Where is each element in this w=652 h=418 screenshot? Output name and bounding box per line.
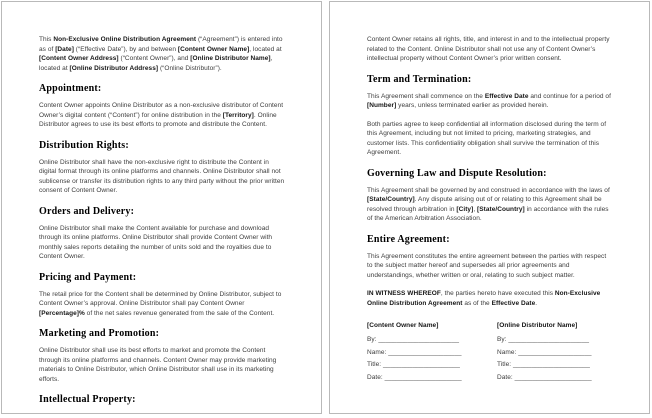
text-run: in accordance with the rules of the American Arbitration Association. bbox=[367, 205, 609, 222]
bold-text-run: [Number] bbox=[367, 102, 397, 109]
signature-column-online-distributor bbox=[497, 320, 613, 384]
signature-party-name: [Online Distributor Name] bbox=[497, 322, 578, 329]
bold-text-run: [Online Distributor Address] bbox=[69, 64, 159, 72]
intellectual-property-paragraph bbox=[367, 35, 613, 64]
text-run: This Agreement constitutes the entire agreement between the parties with respect to the subject matter hereof and supersedes all prior agreements and understandings, whether written or oral, relating to such subject matter. bbox=[367, 252, 607, 279]
section-heading-distribution-rights: Distribution Rights: bbox=[39, 139, 129, 151]
bold-text-run: [Online Distributor Name] bbox=[190, 55, 271, 62]
text-run: . Online Distributor agrees to use its best efforts to promote and distribute the Content. bbox=[39, 111, 277, 128]
page-1-content bbox=[2, 2, 321, 405]
signature-title-line: Title: _____________________ bbox=[367, 361, 460, 368]
text-run: Both parties agree to keep confidential all information disclosed during the term of this Agreement, including but not limited to pricing, marketing strategies, and customer lists. This confidentiality obligation shall survive the termination of this Agreement. bbox=[367, 120, 607, 156]
section-heading-marketing-and-promotion: Marketing and Promotion: bbox=[39, 328, 160, 339]
bold-text-run: [City] bbox=[456, 205, 474, 213]
bold-text-run: [Date] bbox=[55, 45, 74, 53]
document-page-2 bbox=[329, 1, 650, 414]
text-run: , bbox=[473, 205, 478, 213]
section-heading-pricing-and-payment: Pricing and Payment: bbox=[39, 271, 137, 283]
text-run: (“Content Owner”), and bbox=[118, 55, 191, 62]
section-heading-appointment: Appointment: bbox=[39, 83, 102, 94]
section-paragraph-orders-and-delivery bbox=[39, 224, 285, 262]
document-page-1 bbox=[1, 1, 322, 414]
bold-text-run: [Territory] bbox=[222, 111, 254, 119]
section-paragraph-entire-agreement bbox=[367, 252, 613, 281]
bold-text-run: IN WITNESS WHEREOF bbox=[367, 290, 441, 297]
signature-date-line: Date: _____________________ bbox=[497, 373, 592, 381]
text-run: This bbox=[39, 36, 54, 43]
text-run: of the net sales revenue generated from the sale of the Content. bbox=[84, 309, 275, 317]
section-paragraph-governing-law bbox=[367, 186, 613, 224]
text-run: (“Agreement”) is entered into as of bbox=[39, 36, 283, 53]
bold-text-run: [Content Owner Name] bbox=[177, 45, 250, 53]
witness-clause-paragraph bbox=[367, 289, 613, 308]
section-heading-term-and-termination: Term and Termination: bbox=[367, 73, 472, 85]
section-paragraph-marketing-and-promotion bbox=[39, 346, 285, 384]
text-run: This Agreement shall commence on the bbox=[367, 92, 485, 100]
section-paragraph-confidentiality bbox=[367, 120, 613, 158]
bold-text-run: Effective Date bbox=[484, 92, 529, 100]
signature-title-line: Title: _____________________ bbox=[497, 361, 590, 368]
text-run: Online Distributor shall have the non-exclusive right to distribute the Content in digital format through its online platforms and channels. Online Distributor shall not sublicense or transfer its distribution rights to any third party without the prior written consent of Content Owner. bbox=[39, 158, 285, 194]
section-heading-governing-law: Governing Law and Dispute Resolution: bbox=[367, 167, 547, 179]
text-run: , located at bbox=[249, 45, 282, 53]
text-run: . Any dispute arising out of or relating to this Agreement shall be resolved through arbitration in bbox=[367, 196, 602, 213]
text-run: The retail price for the Content shall be determined by Online Distributor, subject to Content Owner’s approval. Online Distributor shall pay Content Owner bbox=[39, 290, 282, 307]
signature-by-line: By: ______________________ bbox=[367, 336, 460, 343]
signature-name-line: Name: ____________________ bbox=[497, 348, 592, 356]
text-run: (“Effective Date”), by and between bbox=[73, 45, 178, 53]
text-run: Content Owner appoints Online Distributor as a non-exclusive distributor of Content Owner’s digital content (“Content”) for online distribution in the bbox=[39, 102, 284, 119]
section-paragraph-pricing-and-payment bbox=[39, 290, 285, 319]
bold-text-run: [Percentage]% bbox=[39, 309, 85, 317]
section-heading-orders-and-delivery: Orders and Delivery: bbox=[39, 205, 135, 217]
bold-text-run: [Content Owner Address] bbox=[39, 55, 119, 62]
bold-text-run: Effective Date bbox=[491, 299, 536, 307]
text-run: and continue for a period of bbox=[528, 92, 611, 100]
signature-party-name: [Content Owner Name] bbox=[367, 322, 439, 329]
intro-paragraph bbox=[39, 35, 285, 73]
section-paragraph-appointment bbox=[39, 101, 285, 130]
section-paragraph-distribution-rights bbox=[39, 158, 285, 196]
text-run: Content Owner retains all rights, title, and interest in and to the intellectual property related to the Content. Online Distributor shall not use any of Content Owner’s intellectual property without Content Owner’s prior written consent. bbox=[367, 36, 610, 62]
section-heading-entire-agreement: Entire Agreement: bbox=[367, 233, 450, 245]
text-run: . bbox=[535, 299, 538, 307]
signature-date-line: Date: _____________________ bbox=[367, 373, 462, 381]
text-run: , located at bbox=[39, 55, 273, 72]
section-paragraph-term bbox=[367, 92, 613, 111]
text-run: , the parties hereto have executed this bbox=[440, 290, 555, 297]
text-run: (“Online Distributor”). bbox=[158, 64, 222, 72]
bold-text-run: [State/Country] bbox=[477, 205, 525, 213]
bold-text-run: Non-Exclusive Online Distribution Agreement bbox=[53, 36, 197, 43]
bold-text-run: Non-Exclusive Online Distribution Agreement bbox=[367, 290, 601, 307]
text-run: This Agreement shall be governed by and construed in accordance with the laws of bbox=[367, 186, 610, 194]
text-run: years, unless terminated earlier as provided herein. bbox=[396, 102, 549, 109]
signature-name-line: Name: ____________________ bbox=[367, 348, 462, 356]
page-2-content bbox=[330, 2, 649, 384]
text-run: Online Distributor shall use its best efforts to market and promote the Content through its online platforms and channels. Content Owner may provide marketing materials to Online Distributor, which Online Distributor shall use in its marketing efforts. bbox=[39, 347, 277, 383]
signature-column-content-owner bbox=[367, 320, 483, 384]
section-heading-intellectual-property: Intellectual Property: bbox=[39, 394, 136, 405]
text-run: Online Distributor shall make the Content available for purchase and download through its online platforms. Online Distributor shall provide Content Owner with monthly sales reports detailing the number of units sold and the royalties due to Content Owner. bbox=[39, 224, 273, 260]
signature-block bbox=[367, 320, 613, 384]
bold-text-run: [State/Country] bbox=[367, 196, 415, 203]
signature-by-line: By: ______________________ bbox=[497, 336, 590, 343]
text-run: as of the bbox=[462, 299, 492, 307]
